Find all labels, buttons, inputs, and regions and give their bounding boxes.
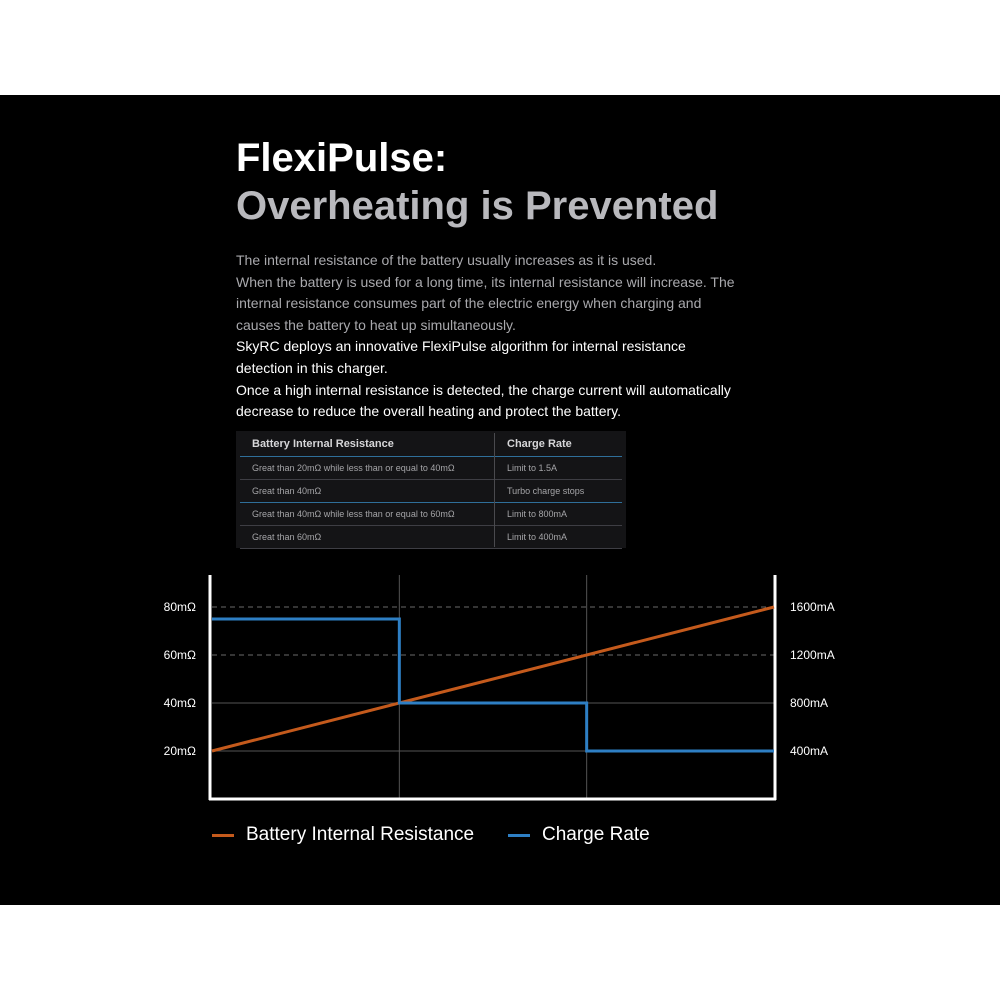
left-tick-label: 60mΩ: [163, 648, 196, 662]
table-column-divider: [494, 433, 495, 547]
left-tick-label: 80mΩ: [163, 600, 196, 614]
table-cell-charge-rate: Turbo charge stops: [507, 486, 585, 496]
table-cell-resistance: Great than 40mΩ: [252, 486, 322, 496]
table-header-resistance: Battery Internal Resistance: [252, 438, 394, 450]
series-line-resistance: [212, 607, 774, 751]
description: [236, 250, 776, 423]
description-line: internal resistance consumes part of the electric energy when charging and: [236, 295, 702, 312]
table-cell-charge-rate: Limit to 400mA: [507, 532, 568, 542]
table-cell-resistance: Great than 60mΩ: [252, 532, 322, 542]
resistance-table: [236, 431, 626, 548]
description-line: When the battery is used for a long time, its internal resistance will increase. The: [236, 273, 735, 290]
table-cell-charge-rate: Limit to 800mA: [507, 509, 568, 519]
description-line: Once a high internal resistance is detected, the charge current will automatically: [236, 381, 731, 398]
right-tick-label: 800mA: [790, 696, 829, 710]
table-cell-charge-rate: Limit to 1.5A: [507, 463, 558, 473]
table-cell-resistance: Great than 40mΩ while less than or equal to 60mΩ: [252, 509, 455, 519]
left-tick-label: 20mΩ: [163, 744, 196, 758]
description-line: decrease to reduce the overall heating and protect the battery.: [236, 403, 621, 420]
legend-label-resistance: Battery Internal Resistance: [246, 824, 475, 845]
title-line-2: Overheating is Prevented: [236, 184, 719, 228]
right-tick-label: 1200mA: [790, 648, 835, 662]
legend-swatch-charge-rate: [508, 834, 530, 837]
resistance-charge-chart: [0, 560, 1000, 810]
left-tick-label: 40mΩ: [163, 696, 196, 710]
right-tick-label: 400mA: [790, 744, 829, 758]
description-line: causes the battery to heat up simultaneously.: [236, 316, 516, 333]
table-cell-resistance: Great than 20mΩ while less than or equal to 40mΩ: [252, 463, 455, 473]
description-line: detection in this charger.: [236, 359, 388, 376]
legend-swatch-resistance: [212, 834, 234, 837]
series-line-charge-rate: [212, 619, 774, 751]
right-tick-label: 1600mA: [790, 600, 835, 614]
description-line: SkyRC deploys an innovative FlexiPulse algorithm for internal resistance: [236, 338, 686, 355]
description-line: The internal resistance of the battery usually increases as it is used.: [236, 252, 657, 268]
legend-label-charge-rate: Charge Rate: [542, 824, 650, 845]
title-line-1: FlexiPulse:: [236, 136, 448, 180]
table-header-charge-rate: Charge Rate: [507, 438, 572, 450]
